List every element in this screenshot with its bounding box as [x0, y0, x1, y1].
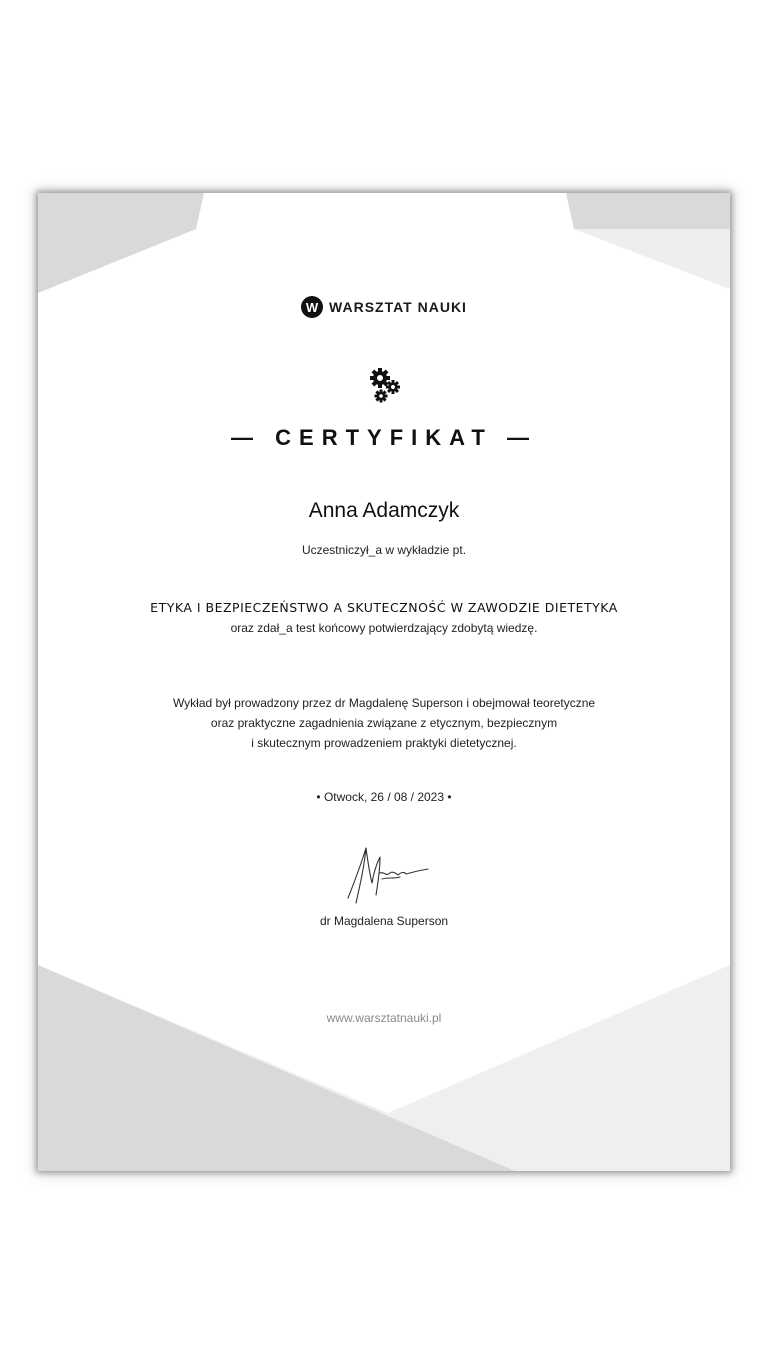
description-line: oraz praktyczne zagadnienia związane z etycznym, bezpiecznym	[210, 716, 558, 730]
certificate-title: — CERTYFIKAT —	[231, 425, 537, 450]
passed-text: oraz zdał_a test końcowy potwierdzający zdobytą wiedzę.	[230, 621, 538, 635]
description-line: Wykład był prowadzony przez dr Magdalenę Superson i obejmował teoretyczne	[172, 696, 596, 710]
brand	[38, 293, 730, 321]
participated-text: Uczestniczył_a w wykładzie pt.	[301, 543, 467, 557]
course-title: ETYKA I BEZPIECZEŃSTWO A SKUTECZNOŚĆ W ZAWODZIE DIETETYKA	[150, 600, 618, 615]
website-link[interactable]: www.warsztatnauki.pl	[326, 1011, 442, 1025]
signer-name: dr Magdalena Superson	[319, 914, 449, 928]
certificate	[38, 193, 730, 1171]
description-line: i skutecznym prowadzeniem praktyki dietetycznej.	[251, 736, 517, 750]
recipient-name: Anna Adamczyk	[308, 499, 460, 522]
date-location: • Otwock, 26 / 08 / 2023 •	[316, 790, 452, 804]
warsztat-nauki-logo-icon: W	[301, 296, 323, 318]
signature-graphic	[338, 843, 438, 913]
brand-name: WARSZTAT NAUKI	[329, 299, 467, 315]
gears-icon	[38, 365, 730, 405]
description	[38, 693, 730, 753]
